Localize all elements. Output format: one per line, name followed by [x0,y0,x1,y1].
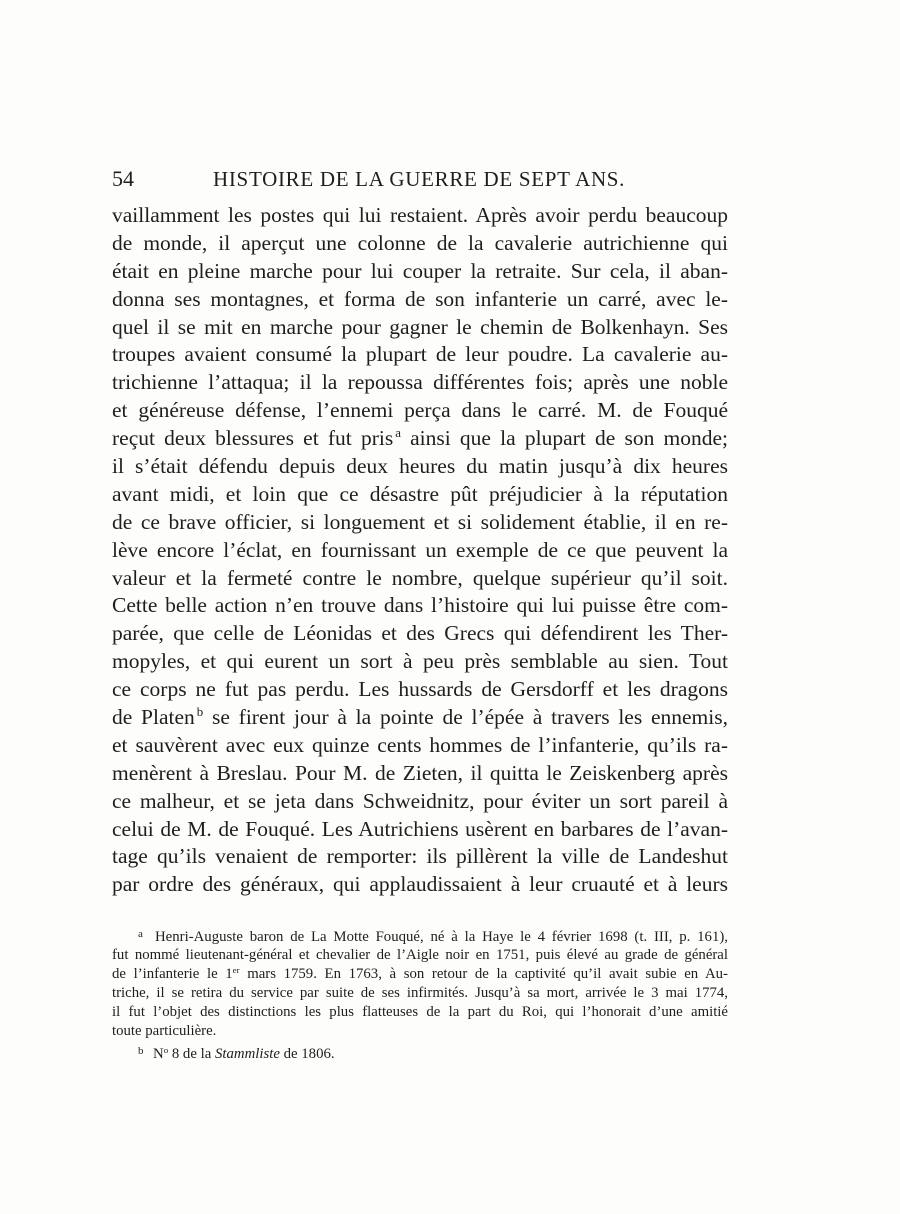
footnote-text: 8 de la [168,1046,215,1063]
body-line-text: de Platen [112,705,195,730]
footnote-text: mars 1759. En 1763, à son retour de la captivité qu’il avait subie en Au- [239,966,728,983]
running-title: HISTOIRE DE LA GUERRE DE SEPT ANS. [213,167,626,191]
body-line: vaillamment les postes qui lui restaient. Après avoir perdu beaucoup [112,203,728,227]
body-line: et sauvèrent avec eux quinze cents hommes de l’infanterie, qu’ils ra- [112,732,728,757]
ordinal-suffix: er [232,964,240,975]
body-line: avant midi, et loin que ce désastre pût préjudicier à la réputation [112,481,728,506]
page-number: 54 [112,166,134,191]
body-line [112,704,728,732]
footnote-ref-b: b [196,705,204,720]
body-line: ce malheur, et se jeta dans Schweidnitz, pour éviter un sort pareil à [112,788,728,813]
footnotes [112,928,728,1065]
footnote-text: de 1806. [279,1046,335,1063]
footnote-line: toute particulière. [112,1022,217,1039]
footnote-line: fut nommé lieutenant-général et chevalier de l’Aigle noir en 1751, puis élevé au grade de général [112,947,728,964]
body-line: Cette belle action n’en trouve dans l’histoire qui lui puisse être com- [112,593,728,618]
body-line: était en pleine marche pour lui couper la retraite. Sur cela, il aban- [112,258,728,283]
body-line: et généreuse défense, l’ennemi perça dans le carré. M. de Fouqué [112,398,728,423]
footnote-line: il fut l’objet des distinctions les plus flatteuses de la part du Roi, qui l’honorait d’une amitié [112,1003,728,1020]
body-line: par ordre des généraux, qui applaudissaient à leur cruauté et à leurs [112,872,728,897]
footnote-b [112,1045,728,1064]
body-line: il s’était défendu depuis deux heures du matin jusqu’à dix heures [112,454,728,479]
body-line-text: se firent jour à la pointe de l’épée à travers les ennemis, [203,705,728,730]
running-header [112,164,728,194]
body-line: troupes avaient consumé la plupart de leur poudre. La cavalerie au- [112,342,728,367]
body-line [112,425,728,453]
body-line: tage qu’ils venaient de remporter: ils pillèrent la ville de Landeshut [112,844,728,869]
body-line: valeur et la fermeté contre le nombre, quelque supérieur qu’il soit. [112,565,728,590]
work-title: Stammliste [214,1046,280,1063]
footnote-line [112,965,728,984]
footnote-text: de l’infanterie le 1 [112,966,233,983]
footnote-marker-a: a [138,927,143,940]
body-line: menèrent à Breslau. Pour M. de Zieten, il quitta le Zeiskenberg après [112,760,728,785]
body-line: ce corps ne fut pas perdu. Les hussards de Gersdorff et les dragons [112,677,728,702]
body-line: lève encore l’éclat, en fournissant un exemple de ce que peuvent la [112,537,728,562]
body-line: de monde, il aperçut une colonne de la cavalerie autrichienne qui [112,230,728,255]
body-line: trichienne l’attaqua; il la repoussa différentes fois; après une noble [112,370,728,395]
footnote-ref-a: a [395,426,401,441]
body-line: parée, que celle de Léonidas et des Grecs qui défendirent les Ther- [112,621,728,646]
footnote-line: triche, il se retira du service par suite de ses infirmités. Jusqu’à sa mort, arrivée le 3 mai 1774, [112,984,728,1001]
body-text [112,202,728,899]
body-line-text: ainsi que la plupart de son monde; [400,426,729,451]
body-line: quel il se mit en marche pour gagner le chemin de Bolkenhayn. Ses [112,314,728,339]
footnote-a [112,928,728,1041]
body-line: donna ses montagnes, et forma de son infanterie un carré, avec le- [112,286,728,311]
footnote-text: Henri-Auguste baron de La Motte Fouqué, né à la Haye le 4 février 1698 (t. III, p. 161), [155,928,728,945]
footnote-line [112,928,728,947]
footnote-marker-b: b [138,1045,144,1058]
numero-sup: o [163,1044,169,1055]
body-line: celui de M. de Fouqué. Les Autrichiens usèrent en barbares de l’avan- [112,816,728,841]
body-line: mopyles, et qui eurent un sort à peu près semblable au sien. Tout [112,649,728,674]
body-line: de ce brave officier, si longuement et si solidement établie, il en re- [112,509,728,534]
body-line-text: reçut deux blessures et fut pris [112,426,394,451]
numero-abbrev: N [153,1046,164,1063]
